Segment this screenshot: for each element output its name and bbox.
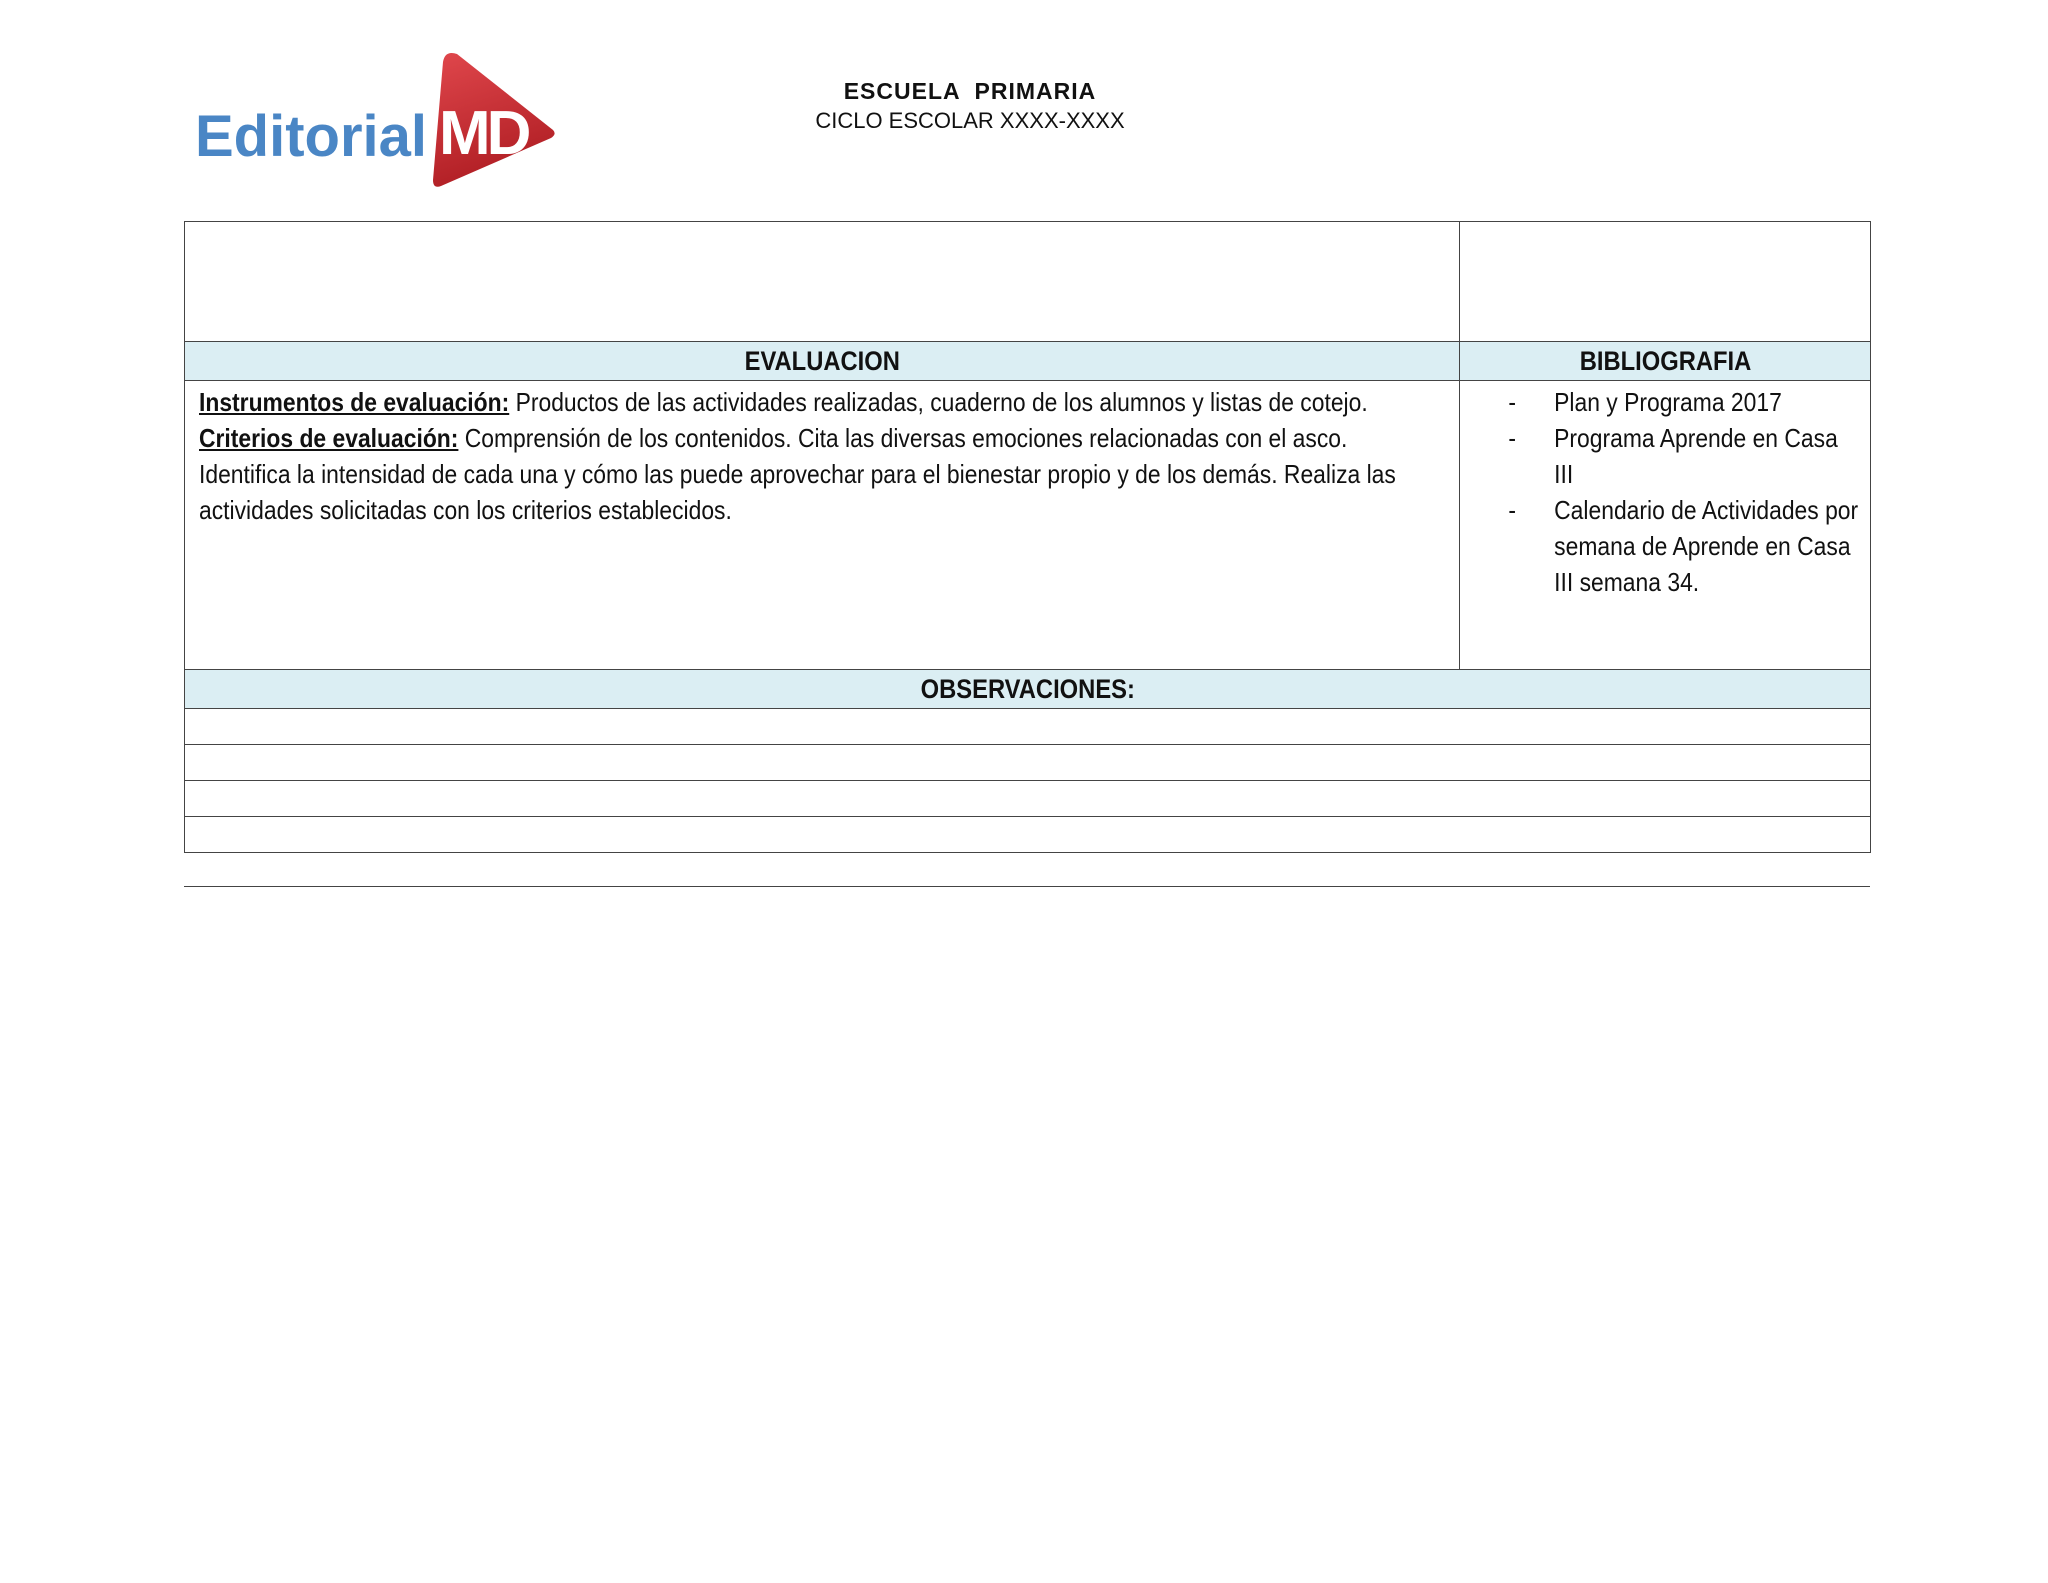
bullet-dash: - xyxy=(1508,423,1517,453)
bullet-dash: - xyxy=(1508,495,1517,525)
bibliografia-item-text: Programa Aprende en Casa III xyxy=(1554,423,1838,489)
list-item xyxy=(1460,384,1862,420)
observaciones-title: OBSERVACIONES: xyxy=(920,674,1135,704)
bibliografia-item-text: Plan y Programa 2017 xyxy=(1554,387,1782,417)
evaluacion-content xyxy=(199,384,1445,528)
bibliografia-title: BIBLIOGRAFIA xyxy=(1579,346,1751,376)
school-name: ESCUELA PRIMARIA xyxy=(843,78,1097,104)
evaluacion-content-cell xyxy=(185,381,1460,670)
criterios-paragraph xyxy=(199,420,1445,528)
logo-graphic xyxy=(195,48,565,198)
observaciones-line xyxy=(185,781,1871,817)
list-item xyxy=(1460,492,1862,600)
evaluacion-header-cell xyxy=(185,342,1460,381)
content-row xyxy=(185,381,1871,670)
bibliografia-item-text: Calendario de Actividades por semana de Aprende en Casa III semana 34. xyxy=(1554,495,1859,597)
logo-text: Editorial xyxy=(195,104,428,169)
observaciones-line xyxy=(185,745,1871,781)
observaciones-line xyxy=(185,709,1871,745)
observaciones-header-cell xyxy=(185,670,1871,709)
observaciones-line xyxy=(185,817,1871,853)
bibliografia-content-cell xyxy=(1460,381,1871,670)
blank-top-row xyxy=(185,222,1871,342)
instrumentos-paragraph xyxy=(199,384,1445,420)
evaluation-table xyxy=(184,221,1871,853)
blank-cell-left xyxy=(185,222,1460,342)
bibliografia-list xyxy=(1460,384,1862,600)
svg-text:MD: MD xyxy=(439,99,528,168)
footer-divider xyxy=(184,886,1870,887)
blank-cell-right xyxy=(1460,222,1871,342)
section-header-row xyxy=(185,342,1871,381)
observaciones-cell[interactable] xyxy=(185,745,1871,781)
list-item xyxy=(1460,420,1862,492)
evaluacion-title: EVALUACION xyxy=(744,346,900,376)
bibliografia-header-cell xyxy=(1460,342,1871,381)
instrumentos-label: Instrumentos de evaluación: xyxy=(199,387,510,417)
observaciones-cell[interactable] xyxy=(185,817,1871,853)
criterios-text: Comprensión de los contenidos. Cita las diversas emociones relacionadas con el asco. Identifica la intensidad de cada una y cómo las puede aprovechar para el bienestar propio y de los demás. Realiza las actividades solicitadas con los criterios establecidos. xyxy=(199,423,1396,525)
observaciones-header-row xyxy=(185,670,1871,709)
criterios-label: Criterios de evaluación: xyxy=(199,423,459,453)
editorial-md-logo xyxy=(195,48,565,198)
evaluation-table-wrapper xyxy=(184,221,1870,853)
observaciones-cell[interactable] xyxy=(185,709,1871,745)
instrumentos-text: Productos de las actividades realizadas, cuaderno de los alumnos y listas de cotejo. xyxy=(509,387,1368,417)
document-header xyxy=(700,76,1240,136)
bibliografia-content xyxy=(1460,384,1862,600)
school-cycle: CICLO ESCOLAR XXXX-XXXX xyxy=(815,108,1125,133)
observaciones-cell[interactable] xyxy=(185,781,1871,817)
bullet-dash: - xyxy=(1508,387,1517,417)
